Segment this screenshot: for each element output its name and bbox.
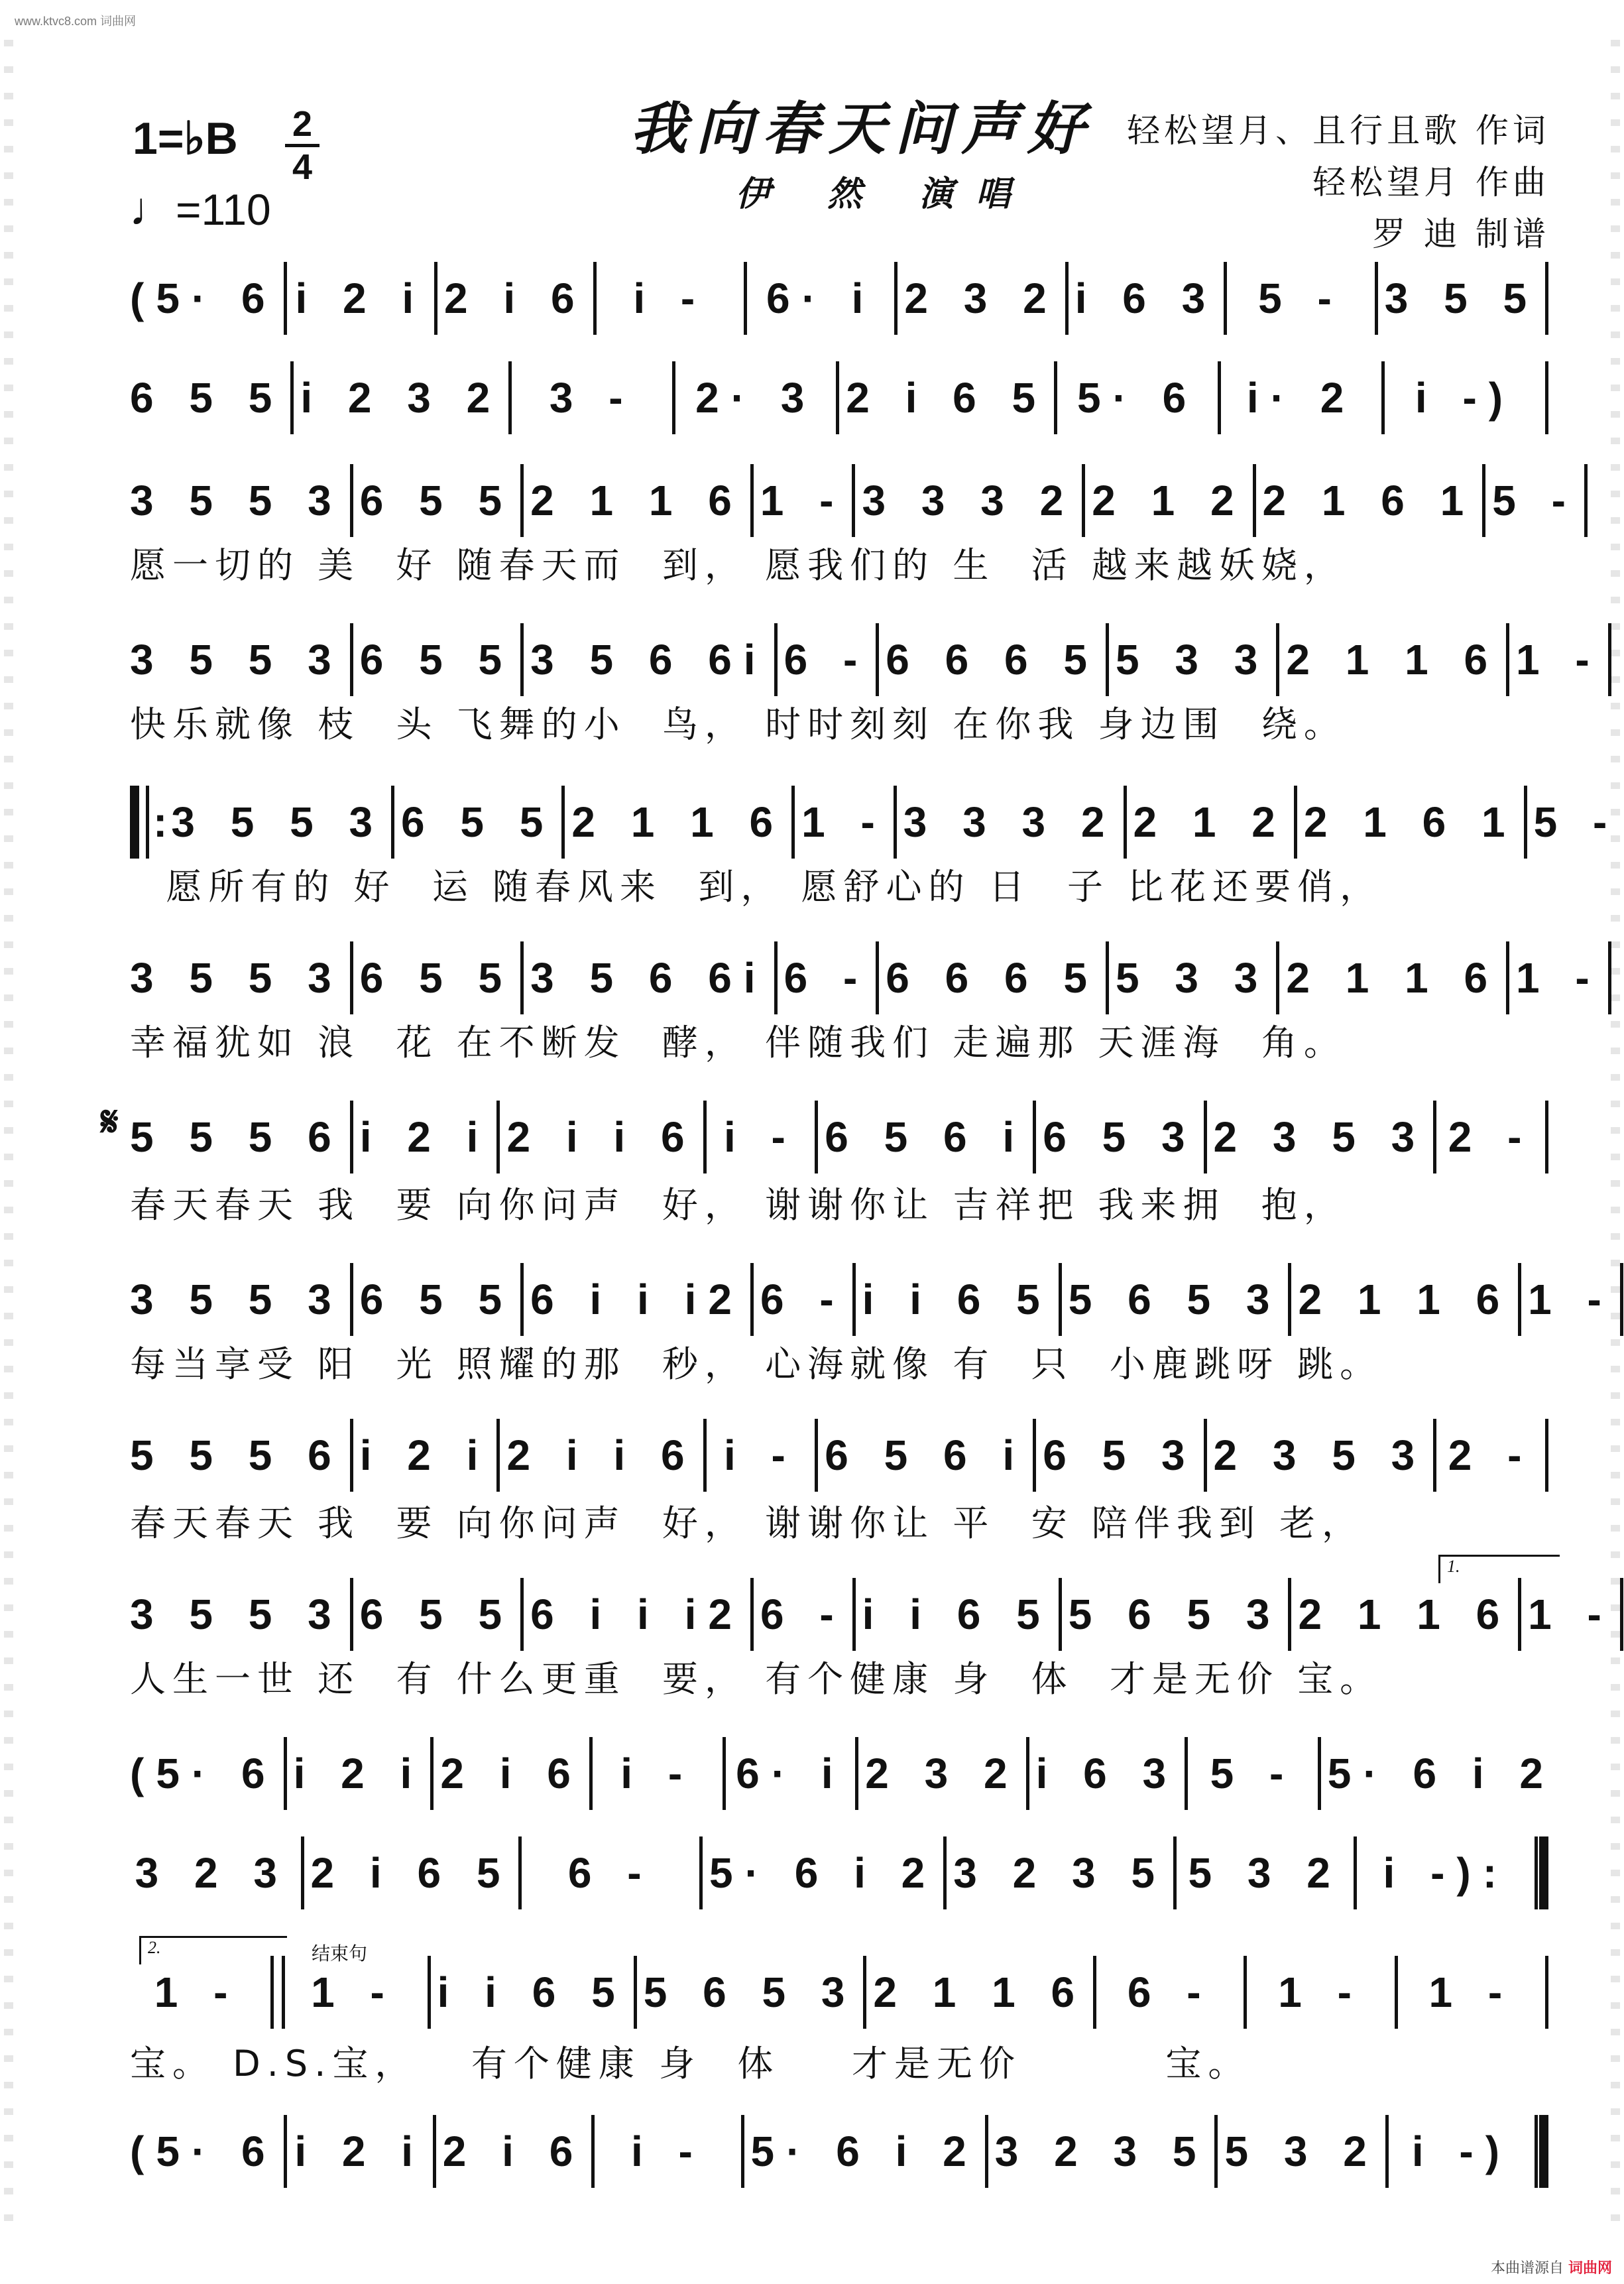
double-barline <box>270 1956 274 2029</box>
measure: 5· 6 i 2 <box>750 2128 978 2175</box>
measure: 1 - <box>1278 1968 1363 2016</box>
barline <box>1276 941 1279 1014</box>
measure: 3 5 5 3 <box>130 477 343 524</box>
measure: 5 6 5 3 <box>1068 1591 1282 1638</box>
score-row <box>130 2112 1555 2191</box>
barline <box>1082 464 1085 537</box>
barline <box>1106 623 1109 696</box>
measure: 6 6 6 5 <box>886 954 1099 1002</box>
lyric-line: 每当享受 阳 光 照耀的那 秒， 心海就像 有 只 小鹿跳呀 跳。 <box>130 1343 1383 1385</box>
measure: 6 5 5 <box>359 954 514 1002</box>
lyric-line: 人生一世 还 有 什么更重 要， 有个健康 身 体 才是无价 宝。 <box>130 1658 1383 1700</box>
measure: 6 5 6 i <box>825 1431 1027 1479</box>
barline <box>591 2115 595 2188</box>
double-barline-second <box>282 1956 285 2029</box>
barline <box>350 941 353 1014</box>
measure: 5 5 5 6 <box>130 1431 343 1479</box>
measure: 2 i 6 5 <box>310 1849 512 1897</box>
measure: i -) <box>1415 374 1515 422</box>
measure: 5 6 5 3 <box>643 1968 857 2016</box>
final-barline <box>1535 1836 1538 1909</box>
barline <box>1288 1263 1291 1336</box>
measure: i -): <box>1383 1849 1509 1897</box>
barline <box>703 1419 707 1492</box>
barline <box>428 1956 431 2029</box>
measure: (5· 6 <box>130 2128 277 2175</box>
measure: 2 1 1 6 <box>571 798 785 846</box>
barline <box>496 1101 500 1173</box>
barline <box>1608 941 1611 1014</box>
measure: 2 i 6 <box>440 1750 583 1797</box>
time-signature <box>285 106 319 185</box>
barline <box>1204 1419 1207 1492</box>
measure: 5· 6 i 2 <box>709 1849 937 1897</box>
barline <box>1433 1419 1436 1492</box>
volta-first-ending: 1. <box>1438 1555 1560 1583</box>
barline <box>1276 623 1279 696</box>
barline <box>1288 1578 1291 1651</box>
barline <box>1545 1101 1548 1173</box>
measure: i -) <box>1411 2128 1511 2175</box>
barline <box>634 1956 637 2029</box>
barline <box>855 1737 858 1810</box>
measure: 2· 3 <box>695 374 817 422</box>
bottom-watermark <box>1491 2257 1612 2277</box>
measure: 6 5 5 <box>359 636 514 684</box>
measure: 5 3 2 <box>1224 2128 1379 2175</box>
quarter-note-icon: ♩ <box>129 183 176 235</box>
measure: i 2 i <box>359 1431 491 1479</box>
lyric-line: 愿一切的 美 好 随春天而 到， 愿我们的 生 活 越来越妖娆， <box>130 544 1346 586</box>
measure: 3 3 3 2 <box>903 798 1117 846</box>
measure: 5 3 3 <box>1115 636 1270 684</box>
score-row <box>130 259 1555 338</box>
measure: 6 - <box>783 636 870 684</box>
score-row <box>130 461 1578 540</box>
measure: 6 5 6 i <box>825 1113 1027 1161</box>
barline <box>350 464 353 537</box>
measure: 2 3 5 3 <box>1213 1431 1427 1479</box>
measure: 5 - <box>1492 477 1578 524</box>
barline <box>985 2115 988 2188</box>
barline <box>1124 786 1127 859</box>
measure: 5 3 3 <box>1115 954 1270 1002</box>
measure: i - <box>630 2128 705 2175</box>
barline <box>1506 623 1509 696</box>
lyric-line: 春天春天 我 要 向你问声 好， 谢谢你让 平 安 陪伴我到 老， <box>130 1502 1364 1544</box>
measure: 3 5 5 3 <box>171 798 385 846</box>
measure: 2 1 2 <box>1133 798 1287 846</box>
barline <box>350 1419 353 1492</box>
barline <box>284 1737 287 1810</box>
barline <box>1059 1578 1062 1651</box>
measure: 1 - <box>1516 954 1601 1002</box>
measure: 2 3 5 3 <box>1213 1113 1427 1161</box>
barline <box>1375 262 1378 335</box>
barline <box>1026 1737 1029 1810</box>
measure: 6· i <box>736 1750 845 1797</box>
measure: i 6 3 <box>1035 1750 1179 1797</box>
barline <box>496 1419 500 1492</box>
barline <box>1244 1956 1247 2029</box>
barline <box>1059 1263 1062 1336</box>
measure: i 2 i <box>295 274 426 322</box>
measure: 5 3 2 <box>1188 1849 1342 1897</box>
measure: 3 5 5 3 <box>130 1591 343 1638</box>
measure: 2 1 1 6 <box>873 1968 1087 2016</box>
barline <box>791 786 795 859</box>
measure: 1 - <box>1428 1968 1515 2016</box>
measure: 5· 6 i 2 <box>1327 1750 1555 1797</box>
measure: 2 1 1 6 <box>530 477 744 524</box>
barline <box>723 1737 726 1810</box>
measure: 2 i i 6 <box>506 1113 697 1161</box>
score-row <box>130 1415 1555 1495</box>
barline <box>350 1578 353 1651</box>
barline <box>1294 786 1297 859</box>
measure: i 6 3 <box>1074 274 1218 322</box>
measure: 6 5 3 <box>1043 1431 1197 1479</box>
measure: 6 i i i2 <box>530 1591 744 1638</box>
measure: 1 - <box>801 798 887 846</box>
measure: 2 3 2 <box>904 274 1059 322</box>
score-row <box>130 620 1601 699</box>
watermark-source: 本曲谱源自 <box>1490 2260 1564 2277</box>
barline <box>699 1836 703 1909</box>
measure: 3 2 3 <box>135 1849 289 1897</box>
barline <box>433 2115 436 2188</box>
lyric-line: 快乐就像 枝 头 飞舞的小 鸟， 时时刻刻 在你我 身边围 绕。 <box>130 703 1346 745</box>
barline <box>593 262 597 335</box>
measure: i - <box>723 1431 797 1479</box>
barline <box>561 786 565 859</box>
barline <box>1318 1737 1321 1810</box>
measure: i· 2 <box>1246 374 1356 422</box>
measure: i - <box>633 274 707 322</box>
measure: 6 - <box>1127 1968 1213 2016</box>
barline <box>1545 361 1548 434</box>
time-signature-top: 2 <box>292 104 313 144</box>
score-row <box>130 938 1601 1018</box>
singer-credit: 伊 然 演唱 <box>736 174 1033 214</box>
measure: 6 5 5 <box>130 374 284 422</box>
barline <box>894 786 897 859</box>
barline <box>1506 941 1509 1014</box>
lyric-line: 愿所有的 好 运 随春风来 到， 愿舒心的 日 子 比花还要俏， <box>130 866 1383 908</box>
composer-credit: 轻松望月 作曲 <box>1312 163 1550 202</box>
measure: 2 i i 6 <box>506 1431 697 1479</box>
barline <box>520 941 524 1014</box>
final-barline <box>1535 2115 1538 2188</box>
measure: i 2 i <box>294 2128 426 2175</box>
barline <box>774 623 778 696</box>
score-row <box>130 358 1555 438</box>
measure: 6 - <box>567 1849 654 1897</box>
measure: i - <box>620 1750 695 1797</box>
barline <box>1381 361 1385 434</box>
time-signature-bottom: 4 <box>292 147 313 187</box>
score-row <box>130 1833 1555 1913</box>
measure: 3 5 5 3 <box>130 636 343 684</box>
measure: 5 6 5 3 <box>1068 1276 1282 1323</box>
barline <box>434 262 437 335</box>
score-row <box>130 782 1619 862</box>
measure: 3 2 3 5 <box>953 1849 1167 1897</box>
measure: i 2 i <box>359 1113 491 1161</box>
measure: 3 - <box>549 374 635 422</box>
barline <box>741 2115 744 2188</box>
tempo-value: =110 <box>176 185 271 234</box>
score-row <box>130 1575 1613 1654</box>
barline <box>350 1263 353 1336</box>
repeat-start-sign: : <box>130 786 167 859</box>
barline <box>852 1263 856 1336</box>
barline <box>1608 623 1611 696</box>
lyric-line: 宝。 D.S.宝， 有个健康 身 体 才是无价 宝。 <box>130 2043 1251 2084</box>
barline <box>1214 2115 1218 2188</box>
barline <box>750 464 754 537</box>
key-signature: 1=♭B <box>133 113 238 164</box>
measure: 5 - <box>1258 274 1344 322</box>
measure: 6 6 6 5 <box>886 636 1099 684</box>
measure: 2 i 6 5 <box>846 374 1048 422</box>
barline <box>284 2115 287 2188</box>
barline <box>284 262 287 335</box>
barline <box>1173 1836 1177 1909</box>
measure: 2 - <box>1448 1431 1534 1479</box>
barline <box>520 1578 524 1651</box>
barline <box>350 623 353 696</box>
measure: 6 5 5 <box>359 477 514 524</box>
barline <box>1218 361 1221 434</box>
barline <box>774 941 778 1014</box>
measure: 1 - <box>154 1968 240 2016</box>
measure: i i 6 5 <box>862 1276 1052 1323</box>
barline <box>1545 262 1548 335</box>
lyric-line: 幸福犹如 浪 花 在不断发 酵， 伴随我们 走遍那 天涯海 角。 <box>130 1022 1346 1063</box>
measure: 6 - <box>760 1276 846 1323</box>
measure: 2 1 1 6 <box>1286 954 1500 1002</box>
measure: 5· 6 <box>1076 374 1198 422</box>
barline <box>1185 1737 1188 1810</box>
barline <box>1395 1956 1398 2029</box>
measure: i 2 i <box>293 1750 424 1797</box>
measure: 3 5 5 <box>1384 274 1539 322</box>
measure: 3 5 5 3 <box>130 954 343 1002</box>
measure: 6· i <box>766 274 876 322</box>
barline <box>1065 262 1069 335</box>
measure: 3 3 3 2 <box>862 477 1076 524</box>
song-title: 我向春天问声好 <box>630 95 1094 162</box>
measure: i - <box>723 1113 797 1161</box>
barline <box>430 1737 434 1810</box>
measure: 2 1 1 6 <box>1298 1591 1512 1638</box>
final-barline-thick <box>1539 1836 1548 1909</box>
measure: 3 5 6 6i <box>530 954 768 1002</box>
barline <box>876 623 879 696</box>
barline <box>1224 262 1227 335</box>
top-watermark: www.ktvc8.com 词曲网 <box>15 15 137 28</box>
barline <box>1584 464 1588 537</box>
barline <box>815 1101 818 1173</box>
barline <box>1033 1419 1036 1492</box>
measure: 1 - <box>1528 1591 1613 1638</box>
barline <box>508 361 512 434</box>
left-border-decoration <box>4 40 13 2228</box>
measure: 2 1 6 1 <box>1303 798 1517 846</box>
measure: 6 5 3 <box>1043 1113 1197 1161</box>
barline <box>518 1836 522 1909</box>
measure: 1 - <box>760 477 846 524</box>
barline <box>852 1578 856 1651</box>
barline <box>1054 361 1057 434</box>
measure: 1 - <box>1528 1276 1613 1323</box>
measure: 2 1 1 6 <box>1286 636 1500 684</box>
barline <box>1033 1101 1036 1173</box>
barline <box>815 1419 818 1492</box>
volta-second-ending: 2. <box>139 1936 287 1964</box>
measure: 3 2 3 5 <box>994 2128 1208 2175</box>
barline <box>301 1836 304 1909</box>
lyricist-credit: 轻松望月、且行且歌 作词 <box>1127 111 1550 150</box>
measure: (5· 6 <box>130 274 277 322</box>
barline <box>350 1101 353 1173</box>
score-row <box>130 1097 1555 1177</box>
barline <box>836 361 839 434</box>
tempo-marking <box>129 182 271 235</box>
measure: 6 - <box>760 1591 846 1638</box>
barline <box>1620 1263 1623 1336</box>
barline <box>1204 1101 1207 1173</box>
measure: 2 1 2 <box>1092 477 1246 524</box>
arranger-credit: 罗 迪 制谱 <box>1372 215 1550 253</box>
barline <box>863 1956 866 2029</box>
coda-label: 结束句 <box>312 1943 368 1964</box>
final-barline-thick <box>1539 2115 1548 2188</box>
measure: 5 5 5 6 <box>130 1113 343 1161</box>
barline <box>1385 2115 1389 2188</box>
measure: 6 5 5 <box>401 798 555 846</box>
segno-sign: 𝄋 <box>101 1097 119 1146</box>
measure: 1 - <box>311 1968 396 2016</box>
barline <box>1253 464 1256 537</box>
barline <box>876 941 879 1014</box>
barline <box>1354 1836 1357 1909</box>
measure: 6 5 5 <box>359 1591 514 1638</box>
measure: 6 5 5 <box>359 1276 514 1323</box>
measure: 2 i 6 <box>442 2128 585 2175</box>
measure: 1 - <box>1516 636 1601 684</box>
measure: 5 - <box>1210 1750 1296 1797</box>
measure: i i 6 5 <box>862 1591 1052 1638</box>
barline <box>1106 941 1109 1014</box>
barline <box>750 1578 754 1651</box>
barline <box>520 623 524 696</box>
barline <box>943 1836 947 1909</box>
barline <box>1524 786 1527 859</box>
measure: 3 5 6 6i <box>530 636 768 684</box>
barline <box>1093 1956 1096 2029</box>
barline <box>750 1263 754 1336</box>
measure: 2 1 1 6 <box>1298 1276 1512 1323</box>
barline <box>1545 1956 1548 2029</box>
barline <box>290 361 294 434</box>
measure: 5 - <box>1533 798 1619 846</box>
measure: 2 i 6 <box>444 274 587 322</box>
measure: i 2 3 2 <box>300 374 502 422</box>
measure: 2 1 6 1 <box>1262 477 1476 524</box>
score-row <box>130 1260 1613 1339</box>
barline <box>1433 1101 1436 1173</box>
barline <box>1518 1578 1521 1651</box>
barline <box>703 1101 707 1173</box>
measure: 3 5 5 3 <box>130 1276 343 1323</box>
measure: (5· 6 <box>130 1750 277 1797</box>
watermark-site: 词曲网 <box>1568 2260 1612 2277</box>
barline <box>1482 464 1485 537</box>
measure: 6 - <box>783 954 870 1002</box>
barline <box>589 1737 593 1810</box>
credits <box>1127 105 1550 260</box>
measure: 2 - <box>1448 1113 1534 1161</box>
barline <box>1518 1263 1521 1336</box>
score-row <box>130 1734 1555 1813</box>
measure: i i 6 5 <box>437 1968 627 2016</box>
right-border-decoration <box>1611 40 1620 2228</box>
barline <box>744 262 747 335</box>
lyric-line: 春天春天 我 要 向你问声 好， 谢谢你让 吉祥把 我来拥 抱， <box>130 1184 1346 1226</box>
measure: 6 i i i2 <box>530 1276 744 1323</box>
barline <box>391 786 394 859</box>
barline <box>1620 1578 1623 1651</box>
barline <box>894 262 898 335</box>
barline <box>1545 1419 1548 1492</box>
measure: 2 3 2 <box>865 1750 1019 1797</box>
barline <box>520 464 524 537</box>
barline <box>852 464 855 537</box>
barline <box>672 361 675 434</box>
barline <box>520 1263 524 1336</box>
